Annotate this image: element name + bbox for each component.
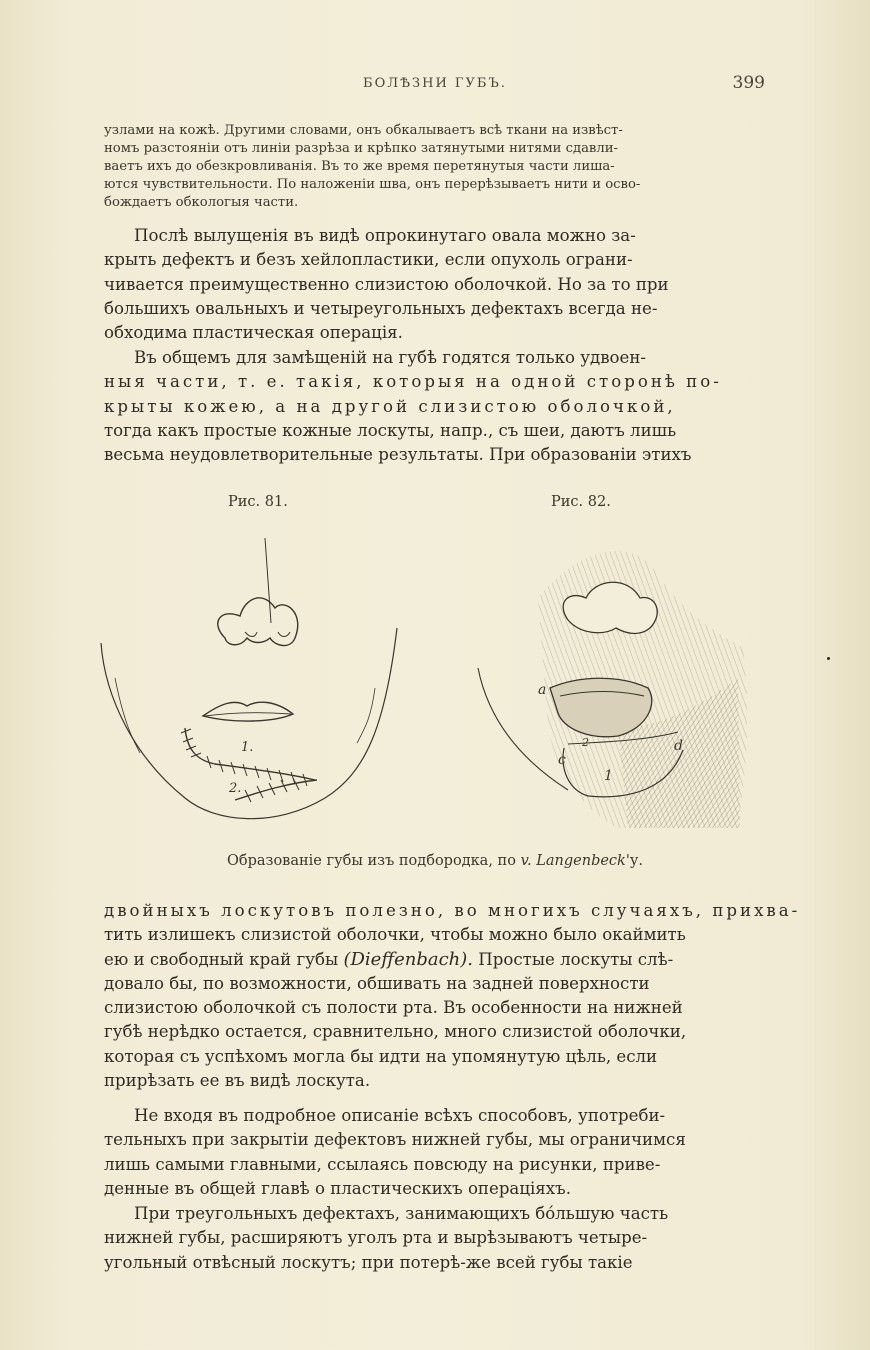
figure-82-label: Рис. 82.	[551, 494, 611, 510]
text-line: Въ общемъ для замѣщеній на губѣ годятся только удвоен-	[134, 348, 647, 367]
paragraph-1	[104, 224, 766, 345]
text-line: При треугольныхъ дефектахъ, занимающихъ бо́льшую часть	[134, 1204, 669, 1223]
text-line	[104, 948, 766, 972]
text-line: крыть дефектъ и безъ хейлопластики, если опухоль ограни-	[104, 250, 633, 270]
caption-author: v. Langenbeck	[520, 853, 626, 869]
text-line: номъ разстояніи отъ линіи разрѣза и крѣпко затянутыми нитями сдавли-	[104, 141, 618, 156]
text-line: Не входя въ подробное описаніе всѣхъ способовъ, употреби-	[134, 1106, 666, 1125]
text-line: нижней губы, расширяютъ уголъ рта и вырѣзываютъ четыре-	[104, 1228, 648, 1248]
figure-82-mark-2: 2	[582, 736, 589, 749]
caption-suffix: 'у.	[625, 853, 643, 869]
stray-mark	[827, 657, 830, 660]
text-line: тельныхъ при закрытіи дефектовъ нижней губы, мы ограничимся	[104, 1130, 686, 1150]
text-line: слизистою оболочкой съ полости рта. Въ особенности на нижней	[104, 998, 683, 1018]
text-line: денные въ общей главѣ о пластическихъ операціяхъ.	[104, 1178, 571, 1198]
figure-82-mark-1: 1	[604, 768, 613, 784]
text-line: тогда какъ простые кожные лоскуты, напр., съ шеи, даютъ лишь	[104, 420, 677, 440]
figure-81-face-sutures	[95, 528, 415, 838]
author-reference: (Dieffenbach).	[343, 948, 473, 970]
text-line: бождаетъ обкологыя части.	[104, 195, 299, 210]
paragraph-5	[104, 1202, 766, 1275]
page-number: 399	[732, 73, 765, 93]
text-line: весьма неудовлетворительные результаты. При образованіи этихъ	[104, 445, 692, 465]
text-line: губѣ нерѣдко остается, сравнительно, много слизистой оболочки,	[104, 1022, 687, 1042]
text-line: крыты кожею, а на другой слизистою оболочкой,	[104, 396, 676, 416]
text-line: довало бы, по возможности, обшивать на задней поверхности	[104, 973, 650, 993]
figure-81-mark-1: 1.	[241, 740, 254, 755]
text-span: ею и свободный край губы	[104, 949, 344, 969]
running-head: БОЛѢЗНИ ГУБЪ.	[363, 76, 507, 91]
text-line: угольный отвѣсный лоскутъ; при потерѣ-же всей губы такіе	[104, 1252, 633, 1272]
text-line: ныя части, т. е. такія, которыя на одной сторонѣ по-	[104, 372, 722, 392]
small-print-paragraph	[104, 122, 766, 212]
page-header	[0, 73, 870, 100]
figure-82-mark-c: c	[558, 752, 566, 768]
text-line: обходима пластическая операція.	[104, 323, 403, 343]
figure-caption	[0, 853, 870, 869]
text-line: которая съ успѣхомъ могла бы идти на упомянутую цѣль, если	[104, 1046, 658, 1066]
paragraph-4	[104, 1104, 766, 1201]
text-line: Послѣ вылущенія въ видѣ опрокинутаго овала можно за-	[134, 226, 636, 245]
text-line: ются чувствительности. По наложеніи шва, онъ перерѣзываетъ нити и осво-	[104, 177, 641, 192]
paragraph-2	[104, 346, 766, 467]
figure-82-face-flaps	[468, 528, 758, 838]
paragraph-3	[104, 899, 801, 1093]
figure-81-label: Рис. 81.	[228, 494, 288, 510]
text-line: двойныхъ лоскутовъ полезно, во многихъ случаяхъ, прихва-	[104, 901, 801, 920]
figure-81-mark-2: 2.	[229, 781, 242, 796]
caption-main: Образованіе губы изъ подбородка, по	[227, 853, 521, 869]
figure-82-mark-d: d	[674, 738, 683, 754]
text-line: большихъ овальныхъ и четыреугольныхъ дефектахъ всегда не-	[104, 298, 658, 318]
text-line: прирѣзать ее въ видѣ лоскута.	[104, 1071, 371, 1091]
text-span: Простые лоскуты слѣ-	[473, 949, 674, 969]
text-line: лишь самыми главными, ссылаясь повсюду на рисунки, приве-	[104, 1154, 661, 1174]
text-line: тить излишекъ слизистой оболочки, чтобы можно было окаймить	[104, 925, 686, 945]
text-line: узлами на кожѣ. Другими словами, онъ обкалываетъ всѣ ткани на извѣст-	[104, 123, 623, 138]
figure-82-mark-a: a	[538, 682, 547, 698]
text-line: ваетъ ихъ до обезкровливанія. Въ то же время перетянутыя части лиша-	[104, 159, 615, 174]
text-line: чивается преимущественно слизистою оболочкой. Но за то при	[104, 274, 669, 294]
